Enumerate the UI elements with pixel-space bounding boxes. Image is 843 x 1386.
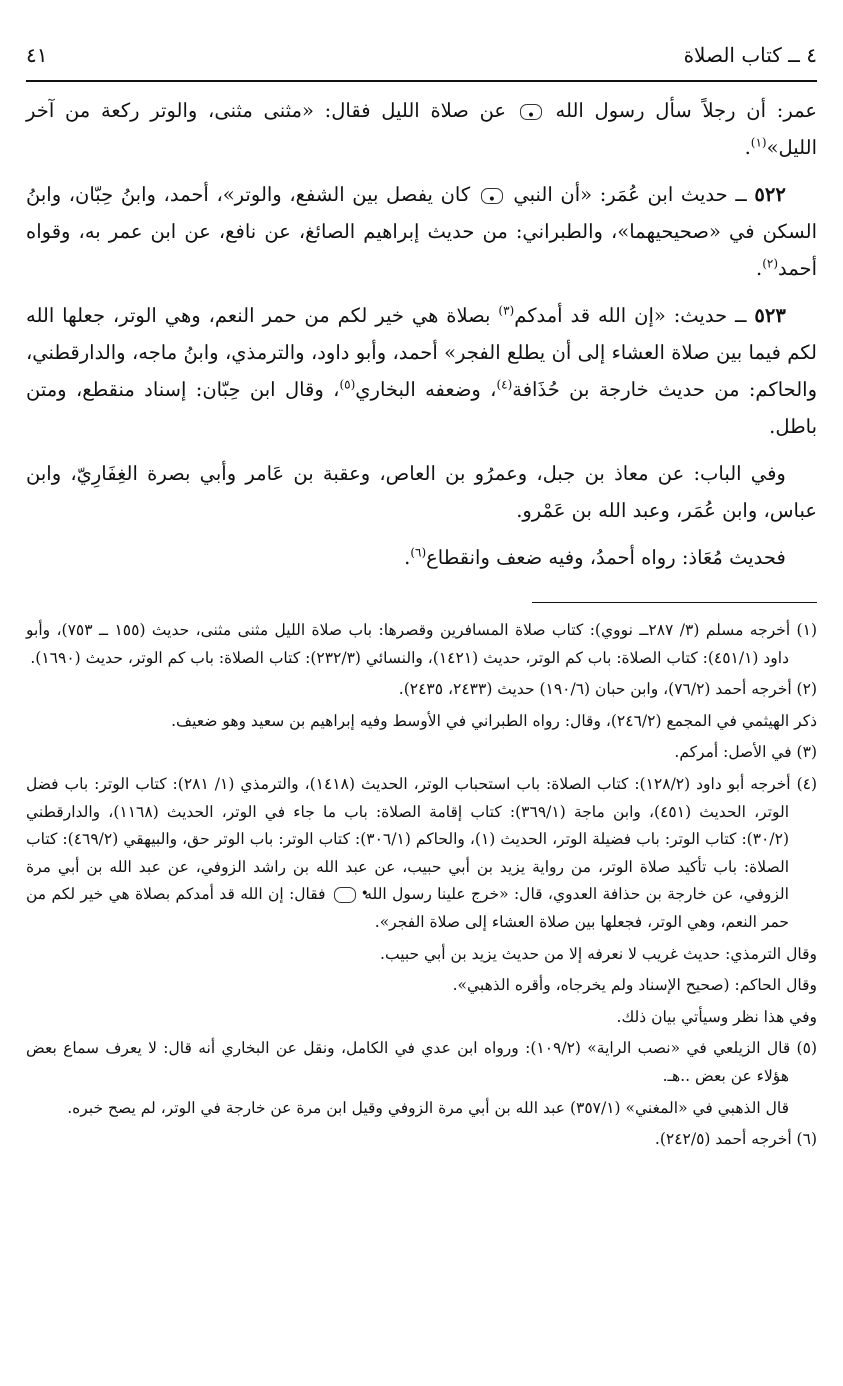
p1-text-a: عمر: أن رجلاً سأل رسول الله [555,99,817,122]
main-text [26,92,817,576]
page-header [26,30,817,82]
footnote-ref-6: (٦) [410,545,427,560]
paragraph-muadh [26,539,817,576]
salutation-ligature-icon [520,104,542,120]
p2-text-b: كان يفصل بين الشفع، والوتر»، أحمد، وابنُ حِبّان، وابنُ السكن في «صحيحيهما»، والطبراني: من حديث إبراهيم الصائغ، عن نافع، عن ابن عمر به، وقواه أحمد [26,183,817,280]
footnote-ref-5: (٥) [339,377,356,392]
footnote-4-hakim: وقال الحاكم: (صحيح الإسناد ولم يخرجاه، وأقره الذهبي». [452,976,817,995]
hadith-523 [26,297,817,445]
page-number: ٤١ [26,43,48,67]
hadith-number: ٥٢٢ [754,183,786,206]
footnote-1: (١) أخرجه مسلم (٣/ ٢٨٧ــ نووي): كتاب صلاة المسافرين وقصرها: باب صلاة الليل مثنى مثنى، حديث (١٥٥ ــ ٧٥٣)، وأبو داود (٤٥١/١): كتاب الصلاة: باب كم الوتر، حديث (١٤٢١)، والنسائي (٢٣٢/٣): كتاب الصلاة: باب كم الوتر، حديث (١٦٩٠). [26,621,817,667]
p3-text-b: بصلاة هي خير لكم من حمر النعم، وهي الوتر، جعلها الله لكم فيما بين صلاة العشاء إلى أن يطلع الفجر» أحمد، وأبو داود، والترمذي، وابنُ ماجه، والدارقطني، والحاكم: من حديث خارجة بن حُذَافة [26,304,817,401]
footnote-3: (٣) في الأصل: أمركم. [674,743,817,762]
footnote-divider [532,602,817,603]
p3-text-a: ــ حديث: «إن الله قد أمدكم [514,304,747,327]
p1-end: . [744,136,751,159]
footnote-2: (٢) أخرجه أحمد (٧٦/٢)، وابن حبان (١٩٠/٦) حديث (٢٤٣٣، ٢٤٣٥). [398,680,817,699]
p1-text-b: عن صلاة الليل فقال: «مثنى مثنى، والوتر ركعة من آخر الليل» [26,99,817,159]
salutation-ligature-icon [481,188,503,204]
p5-text-a: فحديث مُعَاذ: رواه أحمدُ، وفيه ضعف وانقطاع [426,546,786,569]
footnote-ref-1: (١) [750,135,767,150]
footnote-5: (٥) قال الزيلعي في «نصب الراية» (١٠٩/٢): ورواه ابن عدي في الكامل، ونقل عن البخاري أنه قال: لا يعرف سماع بعض هؤلاء عن بعض ..هـ. [26,1039,817,1085]
footnote-5-dhahabi: قال الذهبي في «المغني» (٣٥٧/١) عبد الله بن أبي مرة الزوفي وقيل ابن مرة عن خارجة في الوتر، لم يصح خبره. [67,1098,789,1117]
footnote-6: (٦) أخرجه أحمد (٢٤٢/٥). [654,1130,817,1149]
salutation-ligature-icon [334,887,356,903]
paragraph-chapter: وفي الباب: عن معاذ بن جبل، وعمرُو بن العاص، وعقبة بن عَامر وأبي بصرة الغِفَارِيّ، وابن عباس، وابن عُمَر، وعبد الله بن عَمْرو. [26,462,817,522]
footnote-4-tirmidhi: وقال الترمذي: حديث غريب لا نعرفه إلا من حديث يزيد بن أبي حبيب. [380,944,817,963]
footnote-4-text-b: فقال: إن الله قد أمدكم بصلاة هي خير لكم من حمر النعم، وهي الوتر، فجعلها بين صلاة العشاء إلى صلاة الفجر». [26,885,789,931]
hadith-522 [26,176,817,287]
footnote-2-comment: ذكر الهيثمي في المجمع (٢٤٦/٢)، وقال: رواه الطبراني في الأوسط وفيه إبراهيم بن سعيد وهو ضعيف. [171,711,817,730]
footnote-4 [26,771,817,937]
book-page [26,30,817,1376]
footnote-4-comment: وفي هذا نظر وسيأتي بيان ذلك. [616,1007,817,1026]
footnote-4-text-a: (٤) أخرجه أبو داود (١٢٨/٢): كتاب الصلاة: باب استحباب الوتر، الحديث (١٤١٨)، والترمذي (١/ ٢٨١): كتاب الوتر: باب فضل الوتر، الحديث (٤٥١)، وابن ماجة (٣٦٩/١): كتاب إقامة الصلاة: باب ما جاء في الوتر، الحديث (١١٦٨)، والدارقطني (٣٠/٢): كتاب الوتر: باب فضيلة الوتر، الحديث (١)، والحاكم (٣٠٦/١): كتاب الوتر: باب الوتر حق، والبيهقي (٤٦٩/٢): كتاب الصلاة: باب تأكيد صلاة الوتر، من رواية يزيد بن أبي حبيب، عن عبد الله بن راشد الزوفي، عن عبد الله بن أبي مرة الزوفي، عن خارجة بن حذافة العدوي، قال: «خرج علينا رسول الله [26,774,818,904]
p3-text-c: ، وضعفه البخاري [355,378,497,401]
p5-end: . [404,546,411,569]
p2-text-a: ــ حديث ابن عُمَر: «أن النبي [513,183,747,206]
p2-end: . [755,257,763,280]
p3-text-d: ، وقال ابن حِبّان: إسناد منقطع، ومتن باطل. [26,378,817,438]
footnote-ref-4: (٤) [496,377,513,392]
footnotes [26,617,817,1154]
hadith-number: ٥٢٣ [754,304,786,327]
paragraph-1 [26,92,817,166]
footnote-ref-2: (٢) [762,256,779,271]
section-title: ٤ ــ كتاب الصلاة [683,43,817,67]
footnote-ref-3: (٣) [498,303,515,318]
